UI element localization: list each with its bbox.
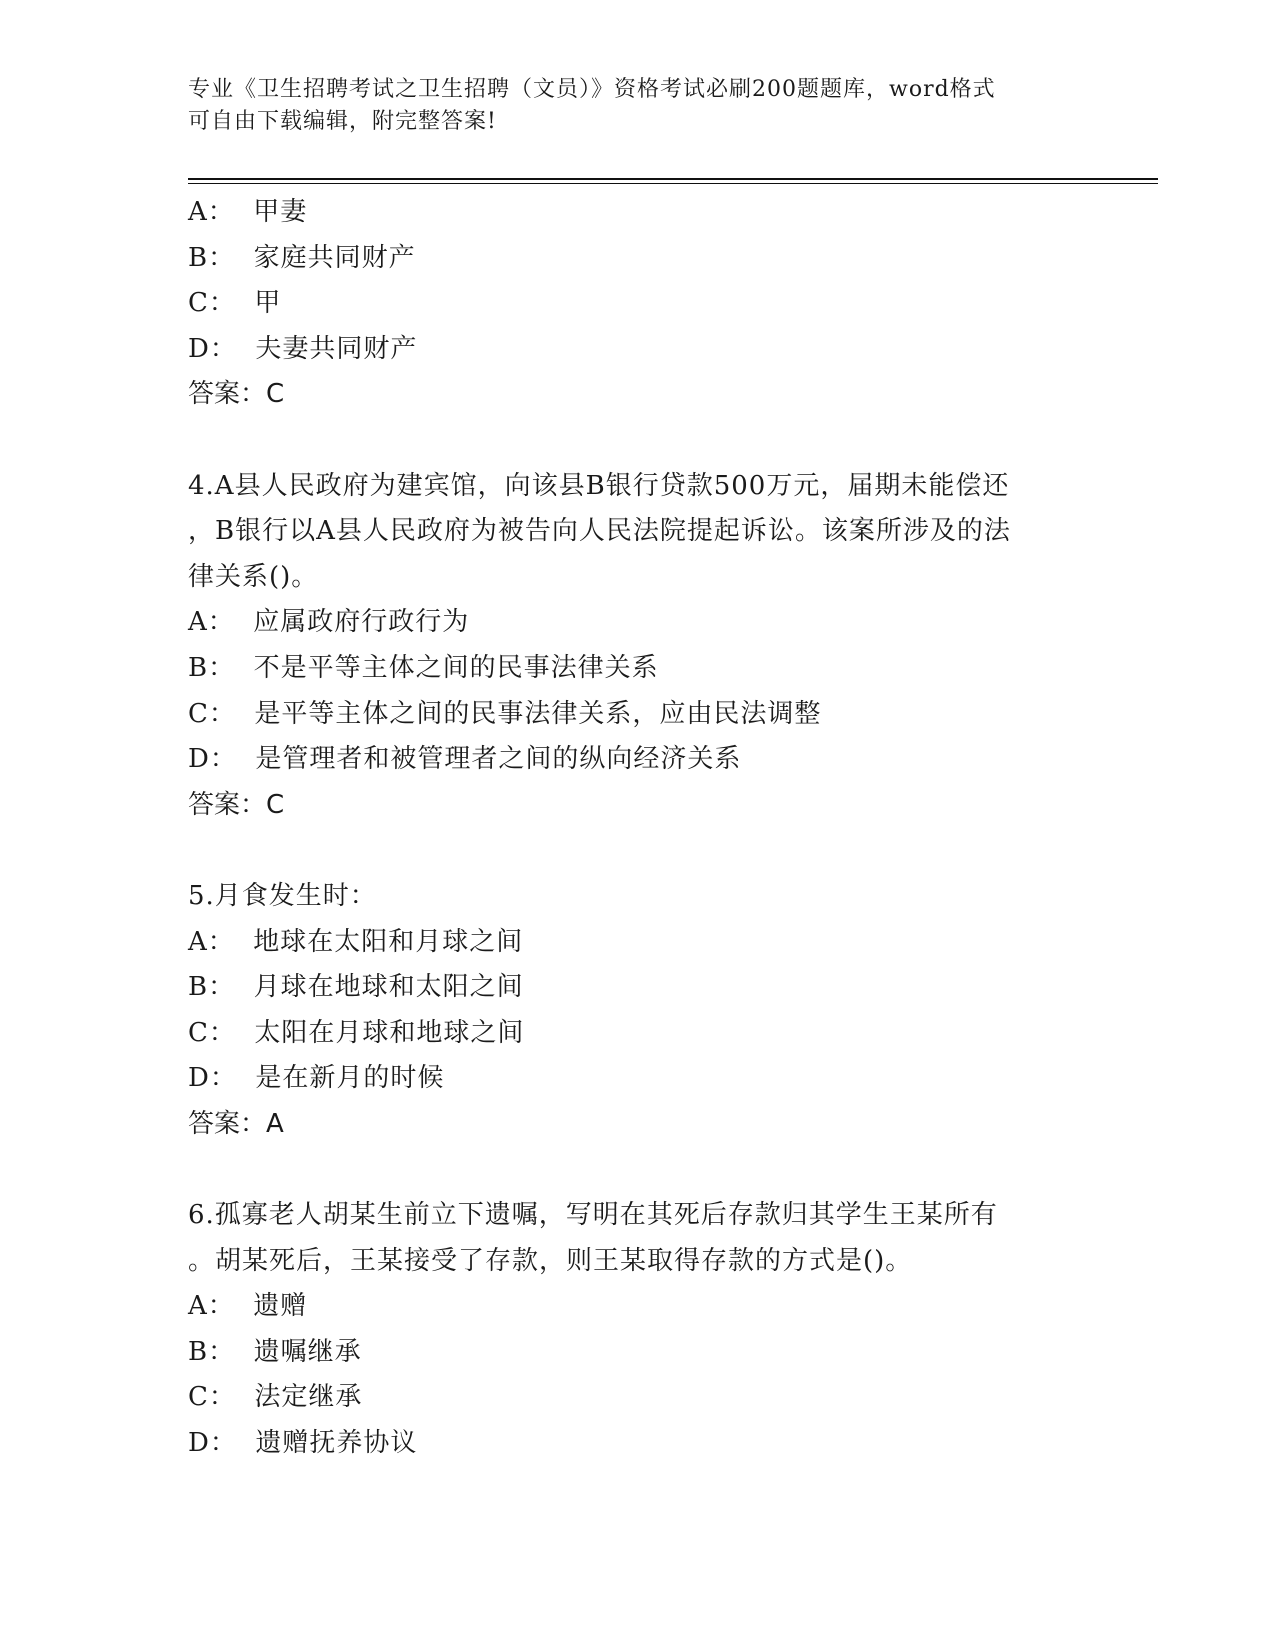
option-c: C： 法定继承 <box>188 1382 363 1413</box>
option-d: D： 遗赠抚养协议 <box>188 1428 418 1459</box>
option-a: A： 遗赠 <box>188 1291 308 1322</box>
header-line-1: 专业《卫生招聘考试之卫生招聘（文员）》资格考试必刷200题题库，word格式 <box>188 77 996 102</box>
answer-line: 答案：C <box>188 789 285 820</box>
question-stem: 6.孤寡老人胡某生前立下遗嘱，写明在其死后存款归其学生王某所有 <box>188 1200 998 1231</box>
question-6 <box>188 1193 1088 1467</box>
question-stem: ，B银行以A县人民政府为被告向人民法院提起诉讼。该案所涉及的法 <box>188 516 1011 547</box>
option-b: B： 月球在地球和太阳之间 <box>188 972 524 1003</box>
option-c: C： 是平等主体之间的民事法律关系，应由民法调整 <box>188 698 822 729</box>
question-stem: 。胡某死后，王某接受了存款，则王某取得存款的方式是()。 <box>188 1245 913 1276</box>
option-d: D： 是管理者和被管理者之间的纵向经济关系 <box>188 744 742 775</box>
question-3 <box>188 190 1088 418</box>
question-stem: 5.月食发生时： <box>188 880 377 911</box>
question-spacer <box>188 418 1088 464</box>
option-b: B： 遗嘱继承 <box>188 1336 362 1367</box>
header-line-2: 可自由下载编辑，附完整答案! <box>188 109 497 134</box>
question-spacer <box>188 1147 1088 1193</box>
document-header <box>188 74 1088 138</box>
answer-line: 答案：C <box>188 379 285 410</box>
question-spacer <box>188 828 1088 874</box>
option-b: B： 家庭共同财产 <box>188 242 416 273</box>
header-divider-thick <box>188 178 1158 180</box>
header-divider-thin <box>188 183 1158 184</box>
option-c: C： 甲 <box>188 288 282 319</box>
question-stem: 4.A县人民政府为建宾馆，向该县B银行贷款500万元，届期未能偿还 <box>188 470 1010 501</box>
option-c: C： 太阳在月球和地球之间 <box>188 1017 525 1048</box>
option-a: A： 甲妻 <box>188 197 308 227</box>
answer-line: 答案：A <box>188 1108 284 1139</box>
question-4 <box>188 464 1088 829</box>
question-list <box>188 190 1088 1467</box>
question-stem: 律关系()。 <box>188 561 319 592</box>
option-b: B： 不是平等主体之间的民事法律关系 <box>188 652 659 683</box>
option-a: A： 应属政府行政行为 <box>188 607 470 638</box>
option-d: D： 是在新月的时候 <box>188 1063 445 1094</box>
option-d: D： 夫妻共同财产 <box>188 333 418 364</box>
question-5 <box>188 874 1088 1148</box>
option-a: A： 地球在太阳和月球之间 <box>188 926 524 957</box>
